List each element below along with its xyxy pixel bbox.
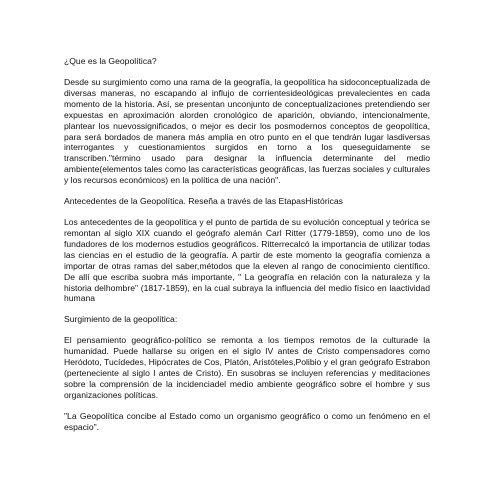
- section-heading-surgimiento: Surgimiento de la geopolítica:: [64, 314, 178, 325]
- paragraph-antecedentes: Los antecedentes de la geopolítica y el punto de partida de su evolución conceptual y teórica se remontan al siglo XIX cuando el geógrafo alemán Carl Ritter (1779-1859), como uno de los fundadores de los modernos estudios geográficos. Ritterrecalcó la importancia de utilizar todas las ciencias en el estudio de la geografía. A partir de este momento la geografía comienza a importar de otras ramas del saber,métodos que la eleven al rango de conocimiento científico. De allí que escriba suobra más importante, " La geografía en relación con la naturaleza y la historia delhombre" (1817-1859), en la cual subraya la influencia del medio físico en laactividad humana: [64, 217, 430, 304]
- document-body: [64, 56, 430, 433]
- paragraph-surgimiento: El pensamiento geográfico-político se remonta a los tiempos remotos de la culturade la humanidad. Puede hallarse su origen en el siglo IV antes de Cristo compensadores como Heródoto, Tucídedes, Hipócrates de Cos, Platón, Aristóteles,Polibio y el gran geógrafo Estrabon (perteneciente al siglo I antes de Cristo). En susobras se incluyen referencias y meditaciones sobre la comprensión de la incidenciadel medio ambiente geográfico sobre el hombre y sus organizaciones políticas.: [64, 335, 430, 400]
- section-heading-que-es: ¿Que es la Geopolítica?: [64, 56, 157, 66]
- section-heading-antecedentes: Antecedentes de la Geopolítica. Reseña a través de las EtapasHistóricas: [64, 196, 343, 207]
- paragraph-definicion: Desde su surgimiento como una rama de la geografía, la geopolítica ha sidoconceptualizada de diversas maneras, no escapando al influjo de corrientesideológicas prevalecientes en cada momento de la historia. Así, se presentan unconjunto de conceptualizaciones pretendiendo ser expuestas en aproximación alorden cronológico de aparición, obviando, intencionalmente, plantear los nuevossignificados, o mejor es decir los posmodernos conceptos de geopolítica, para será bordados de manera más amplia en otro punto en el que tendrán lugar lasdiversas interrogantes y cuestionamientos surgidos en torno a los queseguidamente se transcriben."término usado para designar la influencia determinante del medio ambiente(elementos tales como las características geográficas, las fuerzas sociales y culturales y los recursos económicos) en la política de una nación".: [64, 77, 430, 186]
- quote-geopolitica: "La Geopolítica concibe al Estado como un organismo geográfico o como un fenómeno en el espacio".: [64, 410, 430, 432]
